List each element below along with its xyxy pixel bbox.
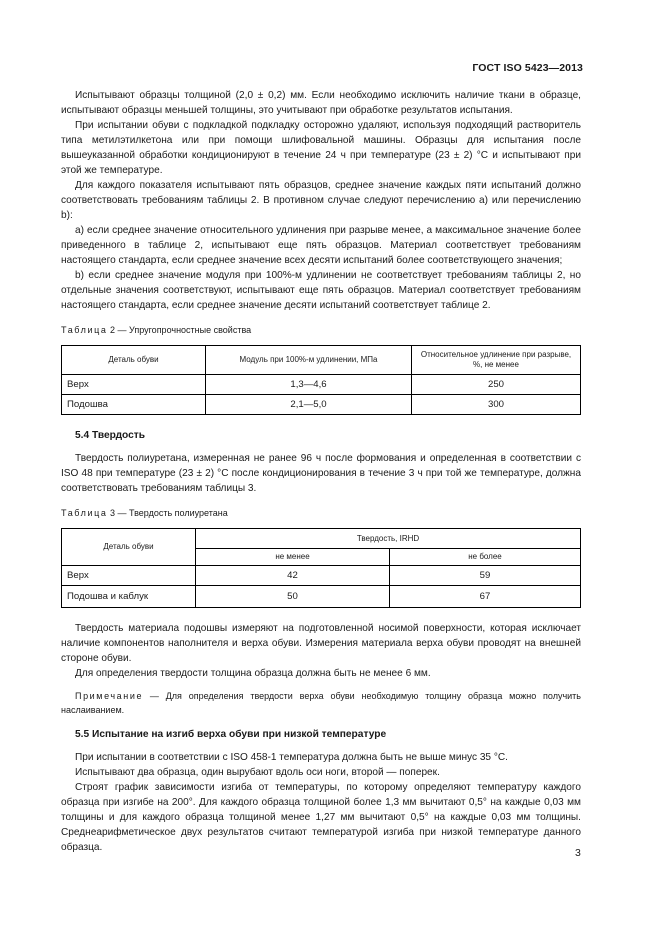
- table3-cell-part: Подошва и каблук: [62, 586, 196, 608]
- table3-cell-min: 50: [196, 586, 390, 608]
- table3-cell-max: 67: [390, 586, 581, 608]
- table2-header-part: Деталь обуви: [62, 346, 206, 375]
- table2-header-modulus: Модуль при 100%-м удлинении, МПа: [206, 346, 412, 375]
- table3-cell-min: 42: [196, 566, 390, 586]
- note: [61, 689, 581, 717]
- table2-cell-part: Подошва: [62, 395, 206, 415]
- table2-cell-elongation: 300: [412, 395, 581, 415]
- table3-header-hardness: Твердость, IRHD: [196, 529, 581, 549]
- table3-cell-part: Верх: [62, 566, 196, 586]
- table-row: [62, 586, 581, 608]
- table2-caption-label: Таблица: [61, 325, 108, 335]
- table2-caption: [61, 323, 581, 338]
- table2-cell-modulus: 2,1—5,0: [206, 395, 412, 415]
- paragraph: При испытании в соответствии с ISO 458-1 температура должна быть не выше минус 35 °С.: [75, 752, 508, 763]
- note-label: Примечание: [75, 691, 144, 701]
- standard-header: ГОСТ ISO 5423—2013: [472, 62, 583, 74]
- paragraph: Для каждого показателя испытывают пять образцов, среднее значение каждых пяти испытаний должно соответствовать требованиям таблицы 2. В противном случае следуют перечислению а) или перечислению b):: [61, 180, 581, 221]
- list-item-b: b) если среднее значение модуля при 100%-м удлинении не соответствует требованиям таблицы 2, но отдельные значения соответствуют, испытывают еще пять образцов. Материал соответствует требованиям настоящего стандарта, если среднее значение десяти испытаний соответствует таблице 2.: [61, 270, 581, 311]
- table2-header-elongation: Относительное удлинение при разрыве, %, не менее: [412, 346, 581, 375]
- table3-hardness: [61, 528, 581, 608]
- section-5-4-title: 5.4 Твердость: [75, 430, 146, 441]
- table3-caption: [61, 506, 581, 521]
- table-row: [62, 395, 581, 415]
- table-row: [62, 375, 581, 395]
- table3-caption-label: Таблица: [61, 508, 108, 518]
- table2-caption-text: 2 — Упругопрочностные свойства: [107, 325, 252, 335]
- document-body: [61, 88, 581, 855]
- section-5-5-title: 5.5 Испытание на изгиб верха обуви при низкой температуре: [75, 729, 387, 740]
- paragraph: Испытывают образцы толщиной (2,0 ± 0,2) мм. Если необходимо исключить наличие ткани в образце, испытывают образцы меньшей толщины, это учитывают при обработке результатов испытания.: [61, 90, 581, 116]
- table2-cell-elongation: 250: [412, 375, 581, 395]
- paragraph: При испытании обуви с подкладкой подкладку осторожно удаляют, используя подходящий растворитель типа метилэтилкетона или при помощи шлифовальной машины. Образцы для испытания после вышеуказанной обработки кондиционируют в течение 24 ч при температуре (23 ± 2) °С и испытывают при этой же температуре.: [61, 120, 581, 176]
- table3-header-part: Деталь обуви: [62, 529, 196, 566]
- table-row: [62, 566, 581, 586]
- page-number: 3: [575, 847, 581, 859]
- table2-elastic-properties: [61, 345, 581, 415]
- table3-caption-text: 3 — Твердость полиуретана: [107, 508, 228, 518]
- paragraph: Твердость материала подошвы измеряют на подготовленной носимой поверхности, которая исключает наличие компонентов наполнителя и верха обуви. Измерения материала верха обуви проводят на внешней стороне обуви.: [61, 623, 581, 664]
- table3-header-max: не более: [390, 549, 581, 566]
- table2-cell-part: Верх: [62, 375, 206, 395]
- paragraph: Твердость полиуретана, измеренная не ранее 96 ч после формования и определенная в соответствии с ISO 48 при температуре (23 ± 2) °С после кондиционирования в течение 3 ч при той же температуре, должна соответствовать требованиям таблицы 3.: [61, 453, 581, 494]
- list-item-a: a) если среднее значение относительного удлинения при разрыве менее, а максимальное значение более приведенного в таблице 2, испытывают еще пять образцов. Материал соответствует требованиям настоящего стандарта, если среднее значение всех десяти испытаний более соответствующего значения;: [61, 225, 581, 266]
- paragraph: Для определения твердости толщина образца должна быть не менее 6 мм.: [75, 668, 431, 679]
- table3-cell-max: 59: [390, 566, 581, 586]
- table3-header-min: не менее: [196, 549, 390, 566]
- paragraph: Испытывают два образца, один вырубают вдоль оси ноги, второй — поперек.: [75, 767, 440, 778]
- paragraph: Строят график зависимости изгиба от температуры, по которому определяют температуру каждого образца при изгибе на 200°. Для каждого образца толщиной более 1,3 мм вычитают 0,5° на каждые 0,03 мм толщины и для каждого образца толщиной менее 1,27 мм вычитают 0,5° на каждые 0,03 мм толщины. Среднеарифметическое двух результатов считают температурой изгиба при низкой температуре данного образца.: [61, 782, 581, 853]
- table2-cell-modulus: 1,3—4,6: [206, 375, 412, 395]
- note-text: — Для определения твердости верха обуви необходимую толщину образца можно получить наслаиванием.: [61, 691, 581, 715]
